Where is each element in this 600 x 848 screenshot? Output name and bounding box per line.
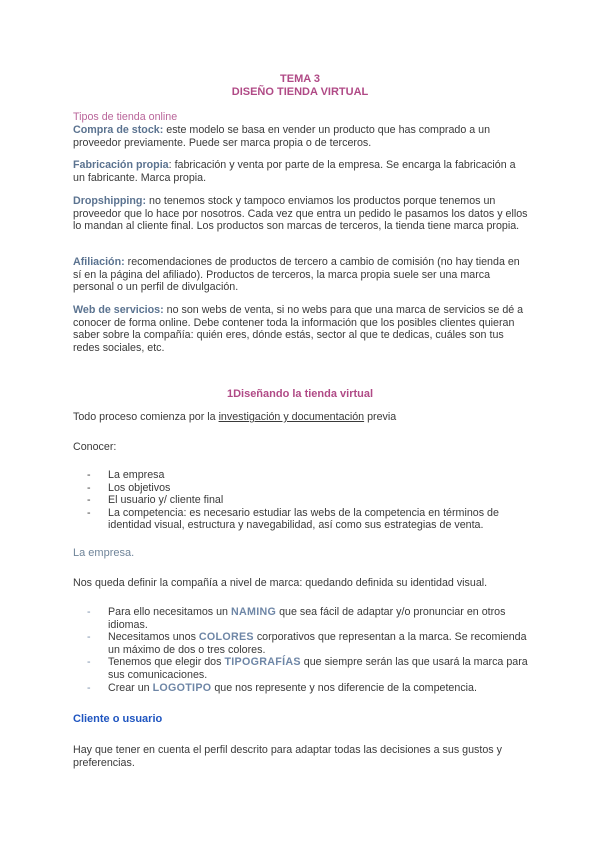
- dash-marker: -: [87, 469, 91, 481]
- bullet-text: Crear un: [108, 681, 153, 694]
- list-item: [73, 469, 528, 482]
- dash-marker: -: [87, 681, 91, 694]
- list-item: [73, 482, 528, 495]
- dash-marker: -: [87, 481, 91, 494]
- term-afiliacion: Afiliación:: [73, 256, 125, 268]
- conocer-label: Conocer:: [73, 441, 117, 453]
- empresa-intro: Nos queda definir la compañía a nivel de marca: quedando definida su identidad visual.: [73, 577, 488, 589]
- tipo-afiliacion: [73, 256, 528, 294]
- desc-web-servicios: no son webs de venta, si no webs para que una marca de servicios se dé a conocer de forma online. Debe contener toda la información que los posibles clientes quieran saber sobre la compañía: quién eres, dónde estás, sector al que te dedicas, cuáles son tus redes sociales, etc.: [73, 304, 524, 354]
- list-item: [73, 507, 528, 532]
- empresa-heading: La empresa.: [73, 547, 135, 559]
- term-fabricacion-propia: Fabricación propia: [73, 159, 169, 171]
- bullet-text: Para ello necesitamos un: [108, 606, 231, 618]
- cliente-paragraph: Hay que tener en cuenta el perfil descrito para adaptar todas las decisiones a sus gustos y preferencias.: [73, 744, 502, 769]
- tipografias-term: TIPOGRAFÍAS: [224, 656, 301, 669]
- intro-after: previa: [364, 411, 397, 423]
- list-item: [73, 656, 528, 681]
- dash-marker: -: [87, 506, 91, 519]
- conocer-list: [73, 469, 528, 532]
- cliente-heading: Cliente o usuario: [73, 713, 163, 725]
- term-compra-stock: Compra de stock:: [73, 124, 164, 136]
- dash-marker: -: [87, 656, 91, 669]
- tipo-web-servicios: [73, 304, 528, 354]
- tipo-compra-stock: [73, 124, 528, 149]
- desc-fabricacion-propia: : fabricación y venta por parte de la empresa. Se encarga la fabricación a un fabricante. Marca propia.: [73, 159, 516, 184]
- tipos-heading: Tipos de tienda online: [73, 111, 178, 123]
- list-item-text: El usuario y/ cliente final: [108, 494, 224, 507]
- bullet-text: Tenemos que elegir dos: [108, 656, 225, 669]
- logotipo-term: LOGOTIPO: [152, 681, 212, 694]
- tipo-fabricacion-propia: [73, 159, 528, 184]
- list-item-text: La empresa: [108, 469, 165, 481]
- dash-marker: -: [87, 494, 91, 507]
- desc-afiliacion: recomendaciones de productos de tercero a cambio de comisión (no hay tienda en sí en la página del afiliado). Productos de terceros, la marca propia suele ser una marca personal o un perfil de divulgación.: [73, 256, 520, 294]
- naming-term: NAMING: [230, 606, 277, 618]
- intro-paragraph: [73, 411, 528, 424]
- desc-dropshipping: no tenemos stock y tampoco enviamos los productos porque tenemos un proveedor que lo hace por nosotros. Cada vez que entra un pedido le pasamos los datos y ellos lo mandan al cliente final. Los productos son marcas de terceros, la tienda tiene marca propia.: [73, 195, 528, 233]
- bullet-text: Necesitamos unos: [108, 631, 199, 644]
- investigacion-link[interactable]: investigación y documentación: [218, 411, 365, 423]
- list-item: [73, 682, 528, 695]
- list-item-text: Los objetivos: [108, 481, 171, 494]
- dash-marker: -: [87, 606, 91, 618]
- topic-number: TEMA 3: [280, 73, 320, 85]
- list-item: [73, 606, 528, 631]
- intro-before: Todo proceso comienza por la: [73, 411, 219, 423]
- dash-marker: -: [87, 631, 91, 644]
- bullet-text: que sea fácil de adaptar y/o pronunciar en otros idiomas.: [108, 606, 506, 631]
- bullet-text: que siempre serán las que usará la marca para sus comunicaciones.: [108, 656, 528, 681]
- section-title-disenando: 1Diseñando la tienda virtual: [226, 388, 374, 400]
- term-dropshipping: Dropshipping:: [73, 195, 147, 207]
- list-item: [73, 631, 528, 656]
- list-item-text: La competencia: es necesario estudiar las webs de la competencia en términos de identidad visual, estructura y navegabilidad, así como sus estrategias de venta.: [108, 506, 499, 532]
- document-title: DISEÑO TIENDA VIRTUAL: [231, 86, 369, 98]
- bullet-text: corporativos que representan a la marca. Se recomienda un máximo de dos o tres colores.: [108, 631, 527, 656]
- colores-term: COLORES: [198, 631, 254, 644]
- term-web-servicios: Web de servicios:: [73, 304, 164, 316]
- empresa-bullets: [73, 606, 528, 694]
- tipo-dropshipping: [73, 195, 528, 233]
- bullet-text: que nos represente y nos diferencie de la competencia.: [211, 681, 477, 694]
- desc-compra-stock: este modelo se basa en vender un producto que has comprado a un proveedor previamente. Puede ser marca propia o de terceros.: [73, 124, 491, 149]
- list-item: [73, 494, 528, 507]
